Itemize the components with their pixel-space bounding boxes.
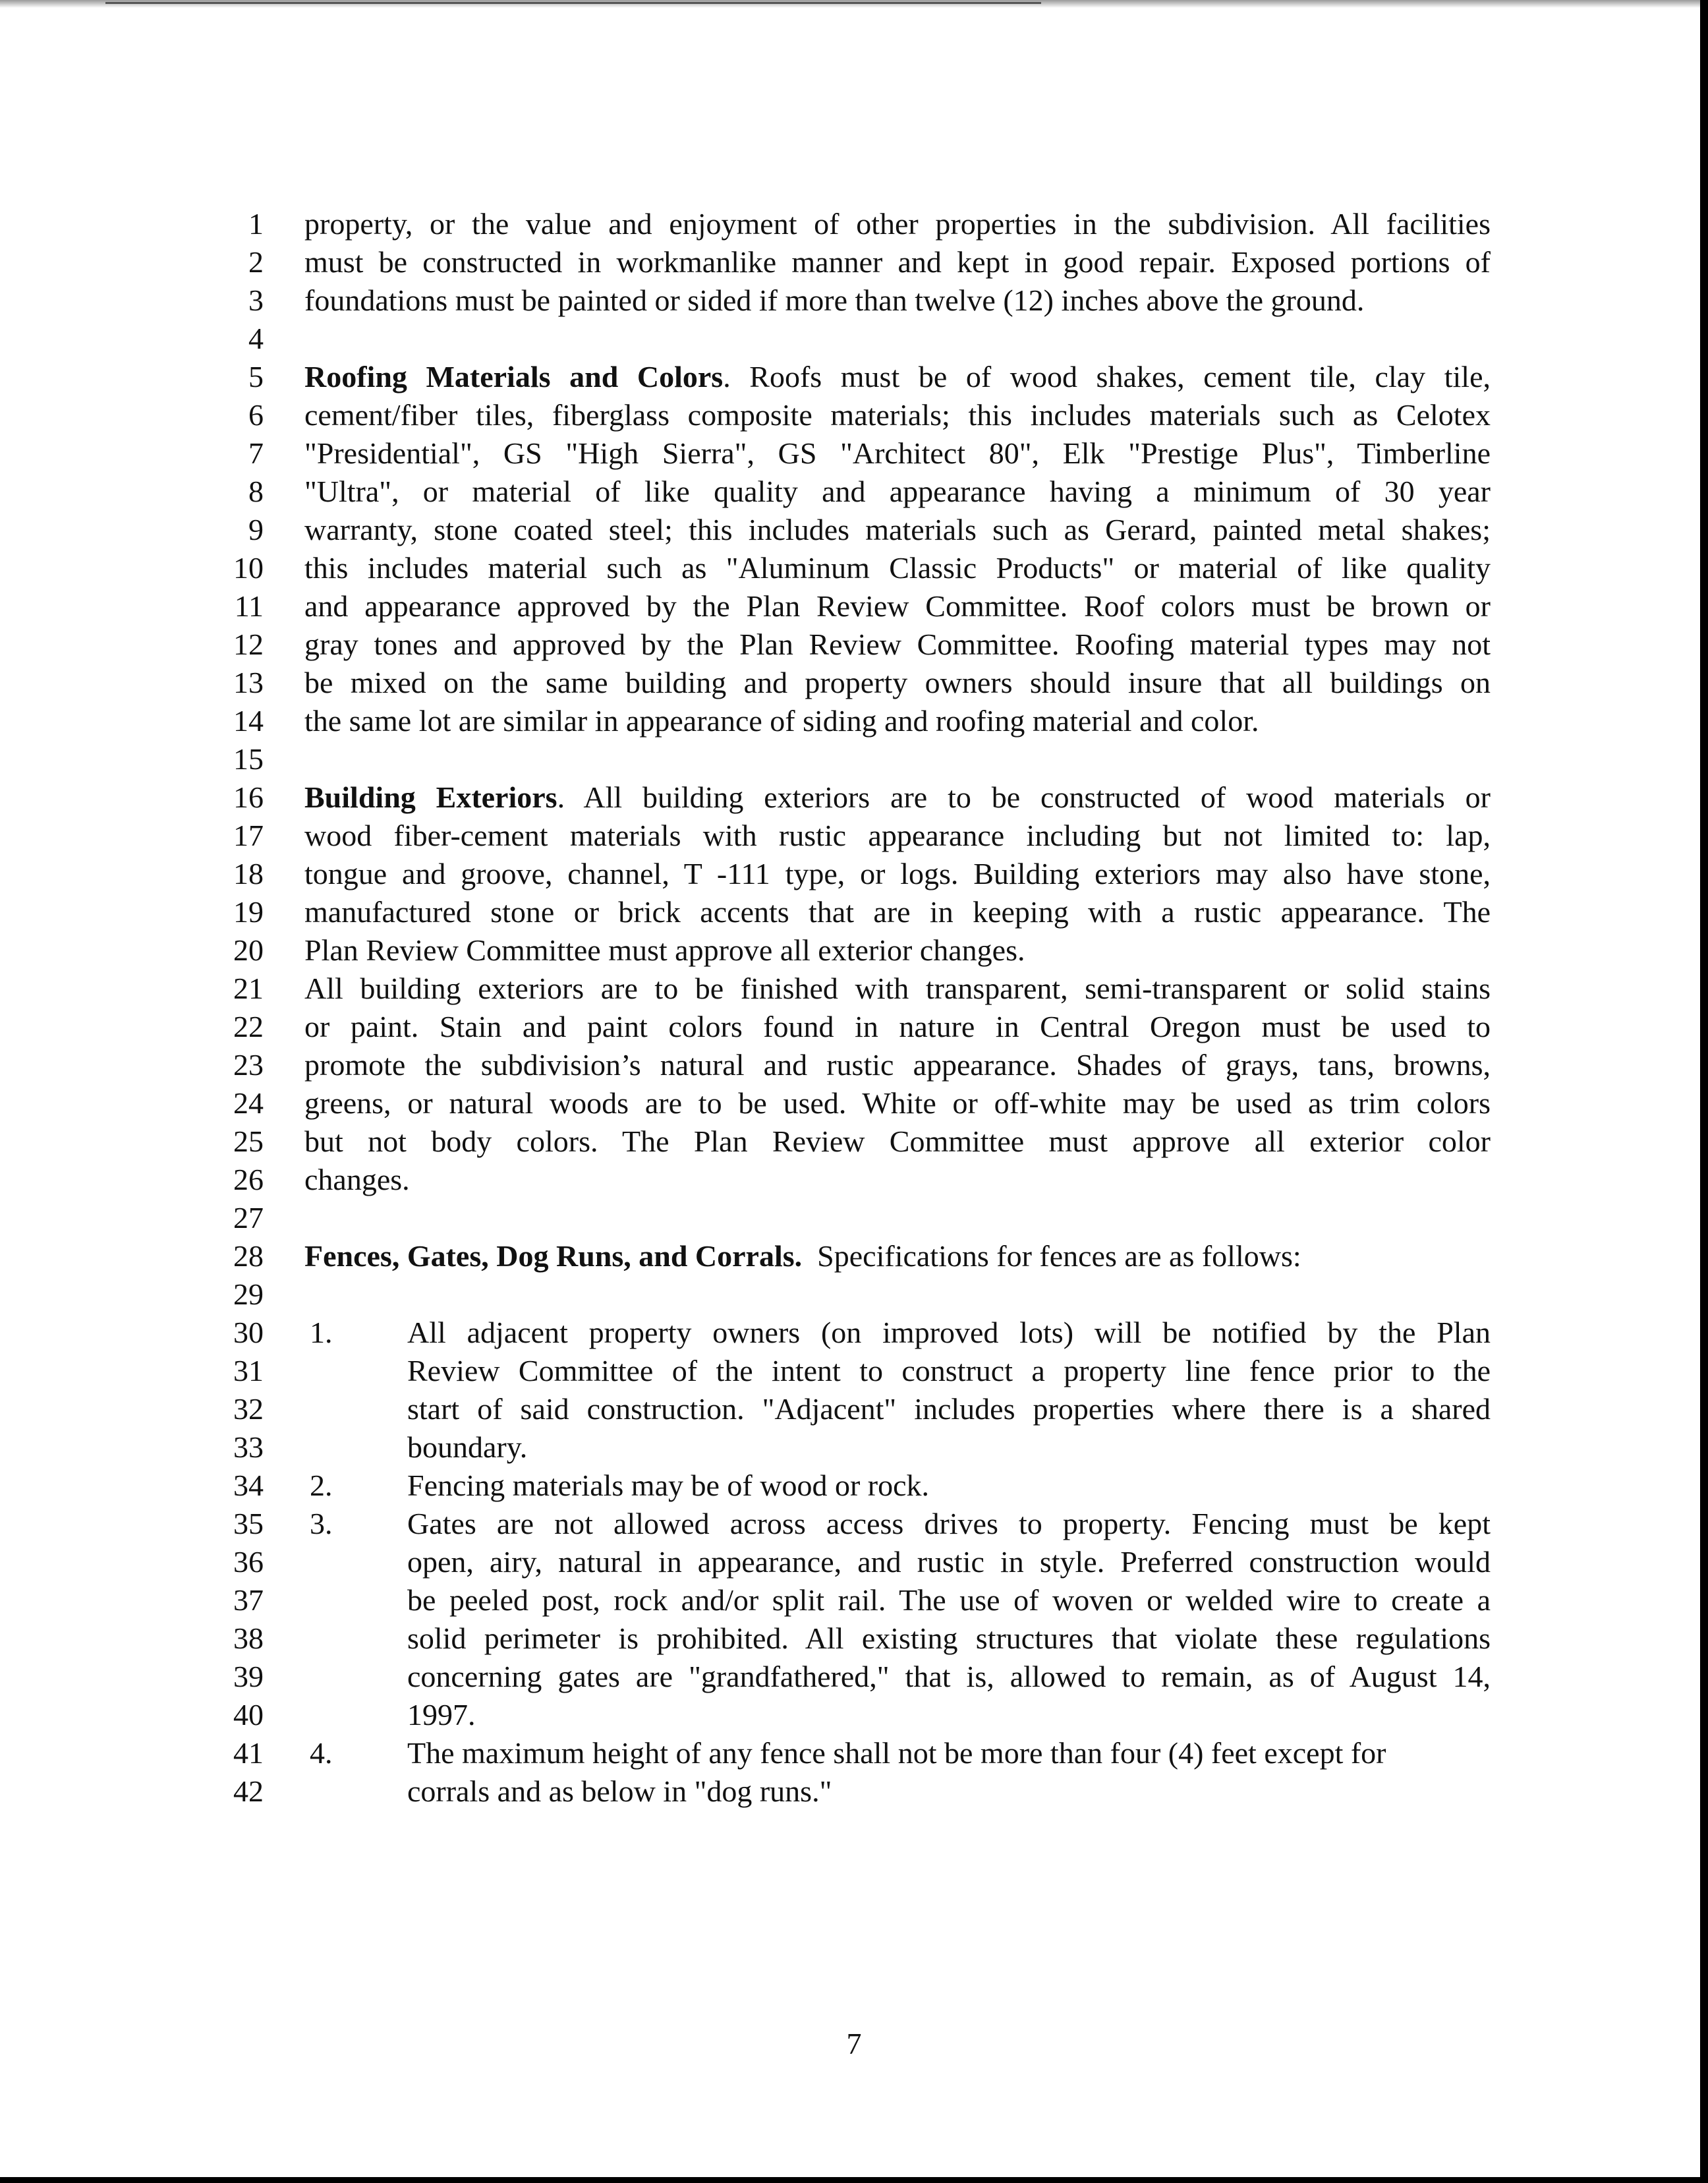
line-number: 28 [233, 1239, 264, 1273]
scan-top-edge [0, 0, 1708, 8]
exteriors-line: wood fiber-cement materials with rustic appearance including but not limited to: lap, [304, 819, 1491, 852]
line-number: 8 [248, 475, 264, 508]
line-number: 27 [233, 1201, 264, 1235]
roofing-line: gray tones and approved by the Plan Review Committee. Roofing material types may not [304, 627, 1491, 661]
roofing-line: warranty, stone coated steel; this includes materials such as Gerard, painted metal shakes; [304, 513, 1491, 546]
roofing-line: be mixed on the same building and property owners should insure that all buildings on [304, 666, 1491, 699]
exteriors-first-line [304, 778, 1491, 817]
intro-line: must be constructed in workmanlike manner and kept in good repair. Exposed portions of [304, 245, 1491, 279]
exteriors-heading: Building Exteriors [304, 780, 557, 814]
line-number: 10 [233, 551, 264, 585]
page-number: 7 [846, 2027, 862, 2060]
roofing-line: cement/fiber tiles, fiberglass composite materials; this includes materials such as Celotex [304, 398, 1491, 432]
line-number: 17 [233, 819, 264, 852]
list-item-line: All adjacent property owners (on improved lots) will be notified by the Plan [407, 1316, 1491, 1349]
list-item-line: boundary. [407, 1430, 528, 1464]
line-number: 4 [248, 322, 264, 355]
roofing-line: the same lot are similar in appearance of siding and roofing material and color. [304, 704, 1259, 738]
line-number: 21 [233, 972, 264, 1005]
line-number: 23 [233, 1048, 264, 1082]
line-number: 39 [233, 1660, 264, 1693]
exteriors-line: greens, or natural woods are to be used. White or off-white may be used as trim colors [304, 1086, 1491, 1120]
list-item-line: corrals and as below in "dog runs." [407, 1774, 832, 1808]
line-number: 33 [233, 1430, 264, 1464]
roofing-line: and appearance approved by the Plan Review Committee. Roof colors must be brown or [304, 589, 1491, 623]
exteriors-text: . All building exteriors are to be constructed of wood materials or [557, 780, 1491, 814]
line-number: 15 [233, 742, 264, 776]
list-marker: 3. [310, 1507, 333, 1540]
roofing-heading: Roofing Materials and Colors [304, 360, 724, 393]
list-marker: 4. [310, 1736, 333, 1770]
line-number: 31 [233, 1354, 264, 1387]
fences-text: Specifications for fences are as follows: [817, 1239, 1301, 1273]
line-number: 6 [248, 398, 264, 432]
list-marker: 1. [310, 1316, 333, 1349]
line-number: 12 [233, 627, 264, 661]
line-number: 19 [233, 895, 264, 929]
line-number: 3 [248, 283, 264, 317]
list-item-line: 1997. [407, 1698, 476, 1732]
line-number: 22 [233, 1010, 264, 1043]
line-number: 42 [233, 1774, 264, 1808]
line-number: 38 [233, 1621, 264, 1655]
line-number: 11 [234, 589, 264, 623]
scan-right-border [1700, 0, 1708, 2183]
list-item-line: Review Committee of the intent to construct a property line fence prior to the [407, 1354, 1491, 1387]
line-number: 30 [233, 1316, 264, 1349]
line-number: 32 [233, 1392, 264, 1426]
roofing-first-line [304, 358, 1491, 396]
exteriors-line: promote the subdivision’s natural and rustic appearance. Shades of grays, tans, browns, [304, 1048, 1491, 1082]
fences-first-line [304, 1237, 1491, 1275]
list-item-line: Gates are not allowed across access drives to property. Fencing must be kept [407, 1507, 1491, 1540]
fences-heading: Fences, Gates, Dog Runs, and Corrals. [304, 1239, 803, 1273]
roofing-line: this includes material such as "Aluminum Classic Products" or material of like quality [304, 551, 1491, 585]
line-number: 18 [233, 857, 264, 890]
exteriors-line: Plan Review Committee must approve all exterior changes. [304, 933, 1025, 967]
line-number: 14 [233, 704, 264, 738]
line-number: 25 [233, 1124, 264, 1158]
line-number: 20 [233, 933, 264, 967]
exteriors-line: changes. [304, 1163, 410, 1196]
exteriors-line: manufactured stone or brick accents that are in keeping with a rustic appearance. The [304, 895, 1491, 929]
roofing-line: "Ultra", or material of like quality and appearance having a minimum of 30 year [304, 475, 1491, 508]
scan-top-rule [105, 2, 1041, 4]
exteriors-line: tongue and groove, channel, T -111 type, or logs. Building exteriors may also have stone, [304, 857, 1491, 890]
line-number: 5 [248, 360, 264, 393]
scan-bottom-border [0, 2177, 1708, 2183]
intro-line: property, or the value and enjoyment of other properties in the subdivision. All facilities [304, 207, 1491, 241]
line-number: 2 [248, 245, 264, 279]
list-item-line: open, airy, natural in appearance, and rustic in style. Preferred construction would [407, 1545, 1491, 1579]
list-item-line: The maximum height of any fence shall not be more than four (4) feet except for [407, 1736, 1386, 1770]
roofing-text: . Roofs must be of wood shakes, cement tile, clay tile, [723, 360, 1491, 393]
list-item-line: solid perimeter is prohibited. All existing structures that violate these regulations [407, 1621, 1491, 1655]
line-number: 16 [233, 780, 264, 814]
line-number: 13 [233, 666, 264, 699]
line-number: 37 [233, 1583, 264, 1617]
intro-line: foundations must be painted or sided if more than twelve (12) inches above the ground. [304, 283, 1365, 317]
line-number: 29 [233, 1277, 264, 1311]
line-number: 36 [233, 1545, 264, 1579]
line-number: 9 [248, 513, 264, 546]
exteriors-line: but not body colors. The Plan Review Committee must approve all exterior color [304, 1124, 1491, 1158]
line-number: 35 [233, 1507, 264, 1540]
line-number: 26 [233, 1163, 264, 1196]
line-number: 24 [233, 1086, 264, 1120]
exteriors-line: All building exteriors are to be finished with transparent, semi-transparent or solid stains [304, 972, 1491, 1005]
line-number: 34 [233, 1469, 264, 1502]
line-number: 1 [248, 207, 264, 241]
line-number: 40 [233, 1698, 264, 1732]
list-marker: 2. [310, 1469, 333, 1502]
list-item-line: Fencing materials may be of wood or rock. [407, 1469, 929, 1502]
list-item-line: concerning gates are "grandfathered," that is, allowed to remain, as of August 14, [407, 1660, 1491, 1693]
exteriors-line: or paint. Stain and paint colors found in nature in Central Oregon must be used to [304, 1010, 1491, 1043]
list-item-line: start of said construction. "Adjacent" includes properties where there is a shared [407, 1392, 1491, 1426]
line-number: 7 [248, 436, 264, 470]
line-number: 41 [233, 1736, 264, 1770]
roofing-line: "Presidential", GS "High Sierra", GS "Architect 80", Elk "Prestige Plus", Timberline [304, 436, 1491, 470]
list-item-line: be peeled post, rock and/or split rail. The use of woven or welded wire to create a [407, 1583, 1491, 1617]
